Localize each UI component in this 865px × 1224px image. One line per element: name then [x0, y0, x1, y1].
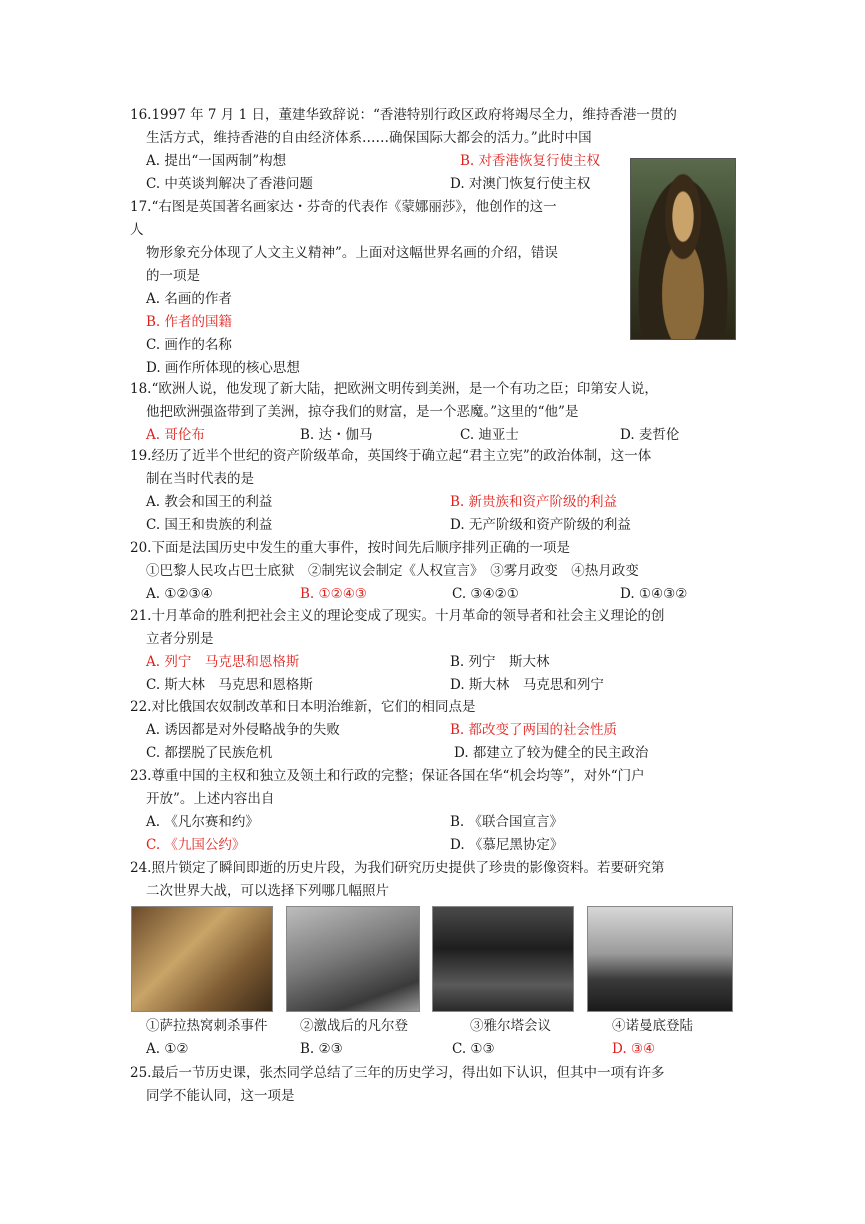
options-row: [130, 651, 740, 674]
option-b: B. 新贵族和资产阶级的利益: [450, 494, 618, 510]
mona-lisa-image: [630, 158, 736, 340]
option-d: D. 对澳门恢复行使主权: [450, 176, 591, 192]
question-25: [130, 1062, 740, 1108]
option-c: C. 中英谈判解决了香港问题: [146, 176, 313, 192]
option-c: C. 画作的名称: [146, 337, 232, 353]
options-row: [130, 719, 740, 742]
option-b: B. 达・伽马: [300, 427, 373, 443]
question-stem: 同学不能认同，这一项是: [146, 1088, 295, 1104]
option-a: A. 教会和国王的利益: [146, 494, 273, 510]
options-row: [130, 742, 740, 765]
option-a: A. 《凡尔赛和约》: [146, 814, 259, 830]
question-stem: 立者分别是: [146, 631, 214, 647]
option-a: A. 提出“一国两制”构想: [146, 153, 287, 169]
photo-caption: ③雅尔塔会议: [470, 1018, 551, 1034]
question-events: ①巴黎人民攻占巴士底狱 ②制宪议会制定《人权宣言》 ③雾月政变 ④热月政变: [146, 563, 639, 579]
options-row: [130, 834, 740, 857]
option-a: A. ①②③④: [146, 586, 213, 602]
normandy-landing-photo: [587, 906, 733, 1012]
question-stem: 的一项是: [146, 268, 200, 284]
captions-row: [130, 1015, 740, 1038]
options-row: [130, 1038, 740, 1061]
option-b: B. 列宁 斯大林: [450, 654, 550, 670]
option-c: C. 《九国公约》: [146, 837, 246, 853]
question-19: [130, 445, 740, 537]
option-b: B. 都改变了两国的社会性质: [450, 722, 618, 738]
question-stem: 16.1997 年 7 月 1 日，董建华致辞说：“香港特别行政区政府将竭尽全力，维持香港一贯的: [130, 107, 677, 123]
question-18: [130, 378, 740, 447]
options-row: [130, 491, 740, 514]
option-b: B. ②③: [300, 1041, 343, 1057]
question-stem: 人: [130, 222, 144, 238]
option-c: C. 斯大林 马克思和恩格斯: [146, 677, 313, 693]
question-stem: 19.经历了近半个世纪的资产阶级革命，英国终于确立起“君主立宪”的政治体制，这一体: [130, 448, 652, 464]
option-d: D. 斯大林 马克思和列宁: [450, 677, 604, 693]
option-a: A. 名画的作者: [146, 291, 232, 307]
question-stem: 物形象充分体现了人文主义精神”。上面对这幅世界名画的介绍，错误: [146, 245, 558, 261]
option-a: A. ①②: [146, 1041, 189, 1057]
photo-caption: ②激战后的凡尔登: [300, 1018, 408, 1034]
options-row: [130, 811, 740, 834]
option-a: A. 哥伦布: [146, 427, 205, 443]
question-stem: 生活方式，维持香港的自由经济体系……确保国际大都会的活力。”此时中国: [146, 130, 592, 146]
option-d: D. 无产阶级和资产阶级的利益: [450, 517, 631, 533]
question-stem: 20.下面是法国历史中发生的重大事件，按时间先后顺序排列正确的一项是: [130, 540, 570, 556]
option-d: D. ③④: [612, 1041, 656, 1057]
question-17: [130, 196, 620, 380]
question-21: [130, 605, 740, 697]
option-b: B. 作者的国籍: [146, 314, 233, 330]
options-row: [130, 674, 740, 697]
question-stem: 21.十月革命的胜利把社会主义的理论变成了现实。十月革命的领导者和社会主义理论的创: [130, 608, 665, 624]
option-d: D. 都建立了较为健全的民主政治: [454, 745, 649, 761]
question-stem: 他把欧洲强盗带到了美洲，掠夺我们的财富，是一个恶魔。”这里的“他”是: [146, 404, 579, 420]
verdun-ruins-photo: [286, 906, 420, 1012]
option-b: B. 对香港恢复行使主权: [460, 153, 601, 169]
question-23: [130, 765, 740, 857]
yalta-conference-photo: [432, 906, 574, 1012]
option-a: A. 诱因都是对外侵略战争的失败: [146, 722, 340, 738]
question-stem: 18.“欧洲人说，他发现了新大陆，把欧洲文明传到美洲，是一个有功之臣；印第安人说，: [130, 381, 658, 397]
question-stem: 23.尊重中国的主权和独立及领土和行政的完整；保证各国在华“机会均等”，对外“门户: [130, 768, 645, 784]
question-24-captions: [130, 1015, 740, 1061]
question-stem: 制在当时代表的是: [146, 471, 254, 487]
question-stem: 24.照片锁定了瞬间即逝的历史片段，为我们研究历史提供了珍贵的影像资料。若要研究第: [130, 860, 665, 876]
option-b: B. ①②④③: [300, 586, 367, 602]
photo-caption: ④诺曼底登陆: [612, 1018, 693, 1034]
option-b: B. 《联合国宣言》: [450, 814, 564, 830]
question-stem: 二次世界大战，可以选择下列哪几幅照片: [146, 883, 389, 899]
option-c: C. 迪亚士: [460, 427, 519, 443]
question-22: [130, 696, 740, 765]
option-d: D. 画作所体现的核心思想: [146, 360, 300, 376]
options-row: [130, 424, 740, 447]
question-stem: 25.最后一节历史课，张杰同学总结了三年的历史学习，得出如下认识，但其中一项有许多: [130, 1065, 665, 1081]
sarajevo-assassination-photo: [131, 906, 273, 1012]
option-c: C. 都摆脱了民族危机: [146, 745, 273, 761]
question-24: [130, 857, 740, 903]
option-c: C. ①③: [452, 1041, 495, 1057]
option-d: D. 《慕尼黑协定》: [450, 837, 564, 853]
option-d: D. 麦哲伦: [620, 427, 680, 443]
option-a: A. 列宁 马克思和恩格斯: [146, 654, 300, 670]
question-20: [130, 537, 740, 606]
option-c: C. 国王和贵族的利益: [146, 517, 273, 533]
options-row: [130, 583, 740, 606]
options-row: [130, 514, 740, 537]
photo-caption: ①萨拉热窝刺杀事件: [146, 1018, 268, 1034]
option-d: D. ①④③②: [620, 586, 688, 602]
option-c: C. ③④②①: [452, 586, 519, 602]
question-stem: 17.“右图是英国著名画家达・芬奇的代表作《蒙娜丽莎》，他创作的这一: [130, 199, 557, 215]
question-stem: 22.对比俄国农奴制改革和日本明治维新，它们的相同点是: [130, 699, 476, 715]
question-stem: 开放”。上述内容出自: [146, 791, 275, 807]
